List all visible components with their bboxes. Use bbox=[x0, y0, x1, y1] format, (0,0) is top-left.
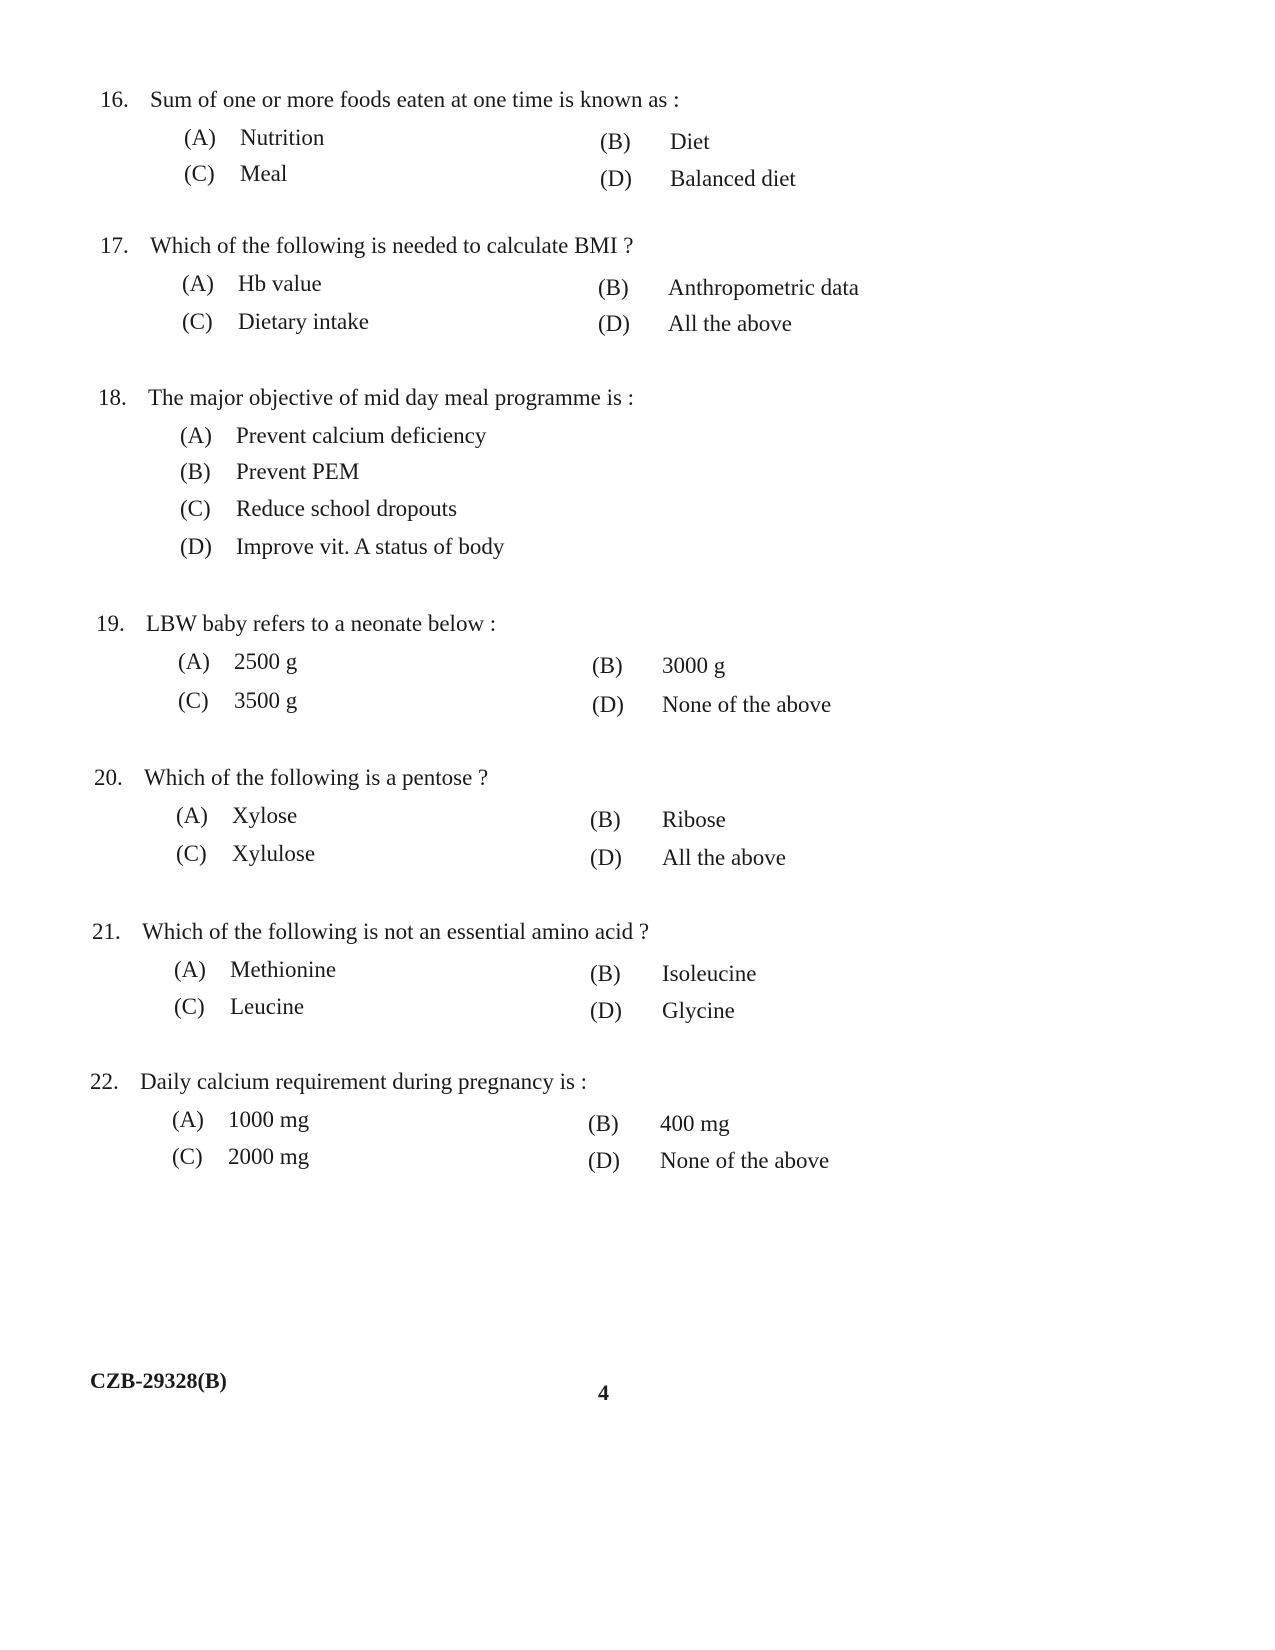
question-21 bbox=[92, 914, 1092, 1032]
options bbox=[98, 418, 1098, 568]
question-16 bbox=[100, 82, 1100, 200]
option-label: (A) bbox=[180, 423, 212, 448]
option-label: (B) bbox=[592, 653, 623, 678]
option-label: (C) bbox=[182, 309, 213, 334]
option-label: (B) bbox=[180, 459, 211, 484]
option-label: (A) bbox=[174, 957, 206, 982]
option-text: Ribose bbox=[662, 807, 726, 832]
options bbox=[90, 1102, 1090, 1182]
option-text: 3500 g bbox=[234, 688, 298, 713]
option-label: (A) bbox=[178, 649, 210, 674]
option-label: (B) bbox=[598, 275, 629, 300]
options bbox=[100, 266, 1100, 346]
option-text: Nutrition bbox=[240, 125, 325, 150]
question-text: Daily calcium requirement during pregnancy is : bbox=[140, 1069, 588, 1094]
option-label: (D) bbox=[590, 998, 622, 1023]
question-number: 17. bbox=[100, 233, 129, 258]
option-text: 400 mg bbox=[660, 1111, 730, 1136]
option-label: (C) bbox=[174, 994, 205, 1019]
question-header bbox=[96, 606, 1096, 642]
option-label: (C) bbox=[184, 161, 215, 186]
question-header bbox=[92, 914, 1092, 950]
option-text: Leucine bbox=[230, 994, 305, 1019]
option-text: 1000 mg bbox=[228, 1107, 310, 1132]
option-label: (C) bbox=[176, 841, 207, 866]
question-text: The major objective of mid day meal programme is : bbox=[148, 385, 635, 410]
option-text: Dietary intake bbox=[238, 309, 369, 334]
option-text: Anthropometric data bbox=[668, 275, 859, 300]
question-text: Sum of one or more foods eaten at one time is known as : bbox=[150, 87, 680, 112]
options bbox=[92, 952, 1092, 1032]
option-label: (D) bbox=[592, 692, 624, 717]
option-text: Isoleucine bbox=[662, 961, 757, 986]
option-text: Prevent PEM bbox=[236, 459, 360, 484]
question-header bbox=[98, 380, 1098, 416]
option-label: (D) bbox=[590, 845, 622, 870]
question-number: 22. bbox=[90, 1069, 119, 1094]
question-20 bbox=[94, 760, 1094, 878]
option-text: Reduce school dropouts bbox=[236, 496, 458, 521]
option-text: Meal bbox=[240, 161, 288, 186]
option-label: (A) bbox=[176, 803, 208, 828]
question-text: Which of the following is a pentose ? bbox=[144, 765, 489, 790]
options bbox=[94, 798, 1094, 878]
option-label: (C) bbox=[180, 496, 211, 521]
question-22 bbox=[90, 1064, 1090, 1182]
option-text: Xylose bbox=[232, 803, 298, 828]
question-header bbox=[100, 82, 1100, 118]
option-label: (C) bbox=[172, 1144, 203, 1169]
option-text: 2000 mg bbox=[228, 1144, 310, 1169]
question-19 bbox=[96, 606, 1096, 724]
option-text: Hb value bbox=[238, 271, 322, 296]
question-header bbox=[90, 1064, 1090, 1100]
question-number: 16. bbox=[100, 87, 129, 112]
option-label: (A) bbox=[184, 125, 216, 150]
option-label: (C) bbox=[178, 688, 209, 713]
option-text: Methionine bbox=[230, 957, 337, 982]
option-label: (D) bbox=[600, 166, 632, 191]
question-number: 18. bbox=[98, 385, 127, 410]
option-text: 3000 g bbox=[662, 653, 726, 678]
option-text: None of the above bbox=[660, 1148, 830, 1173]
option-label: (B) bbox=[590, 807, 621, 832]
option-label: (B) bbox=[590, 961, 621, 986]
option-text: All the above bbox=[668, 311, 792, 336]
page-number: 4 bbox=[598, 1380, 609, 1405]
option-label: (D) bbox=[588, 1148, 620, 1173]
option-text: Balanced diet bbox=[670, 166, 796, 191]
question-header bbox=[94, 760, 1094, 796]
options bbox=[96, 644, 1096, 724]
option-label: (A) bbox=[182, 271, 214, 296]
question-number: 20. bbox=[94, 765, 123, 790]
option-text: Prevent calcium deficiency bbox=[236, 423, 487, 448]
option-label: (D) bbox=[180, 534, 212, 559]
option-label: (A) bbox=[172, 1107, 204, 1132]
paper-code: CZB-29328(B) bbox=[90, 1368, 227, 1393]
question-text: Which of the following is needed to calculate BMI ? bbox=[150, 233, 634, 258]
question-18 bbox=[98, 380, 1098, 568]
option-label: (B) bbox=[588, 1111, 619, 1136]
question-17 bbox=[100, 228, 1100, 346]
question-header bbox=[100, 228, 1100, 264]
option-label: (D) bbox=[598, 311, 630, 336]
option-text: None of the above bbox=[662, 692, 832, 717]
option-text: 2500 g bbox=[234, 649, 298, 674]
question-number: 19. bbox=[96, 611, 125, 636]
question-text: LBW baby refers to a neonate below : bbox=[146, 611, 497, 636]
option-text: All the above bbox=[662, 845, 786, 870]
option-text: Xylulose bbox=[232, 841, 316, 866]
option-label: (B) bbox=[600, 129, 631, 154]
question-text: Which of the following is not an essential amino acid ? bbox=[142, 919, 650, 944]
question-number: 21. bbox=[92, 919, 121, 944]
options bbox=[100, 120, 1100, 200]
option-text: Glycine bbox=[662, 998, 735, 1023]
option-text: Diet bbox=[670, 129, 710, 154]
option-text: Improve vit. A status of body bbox=[236, 534, 505, 559]
